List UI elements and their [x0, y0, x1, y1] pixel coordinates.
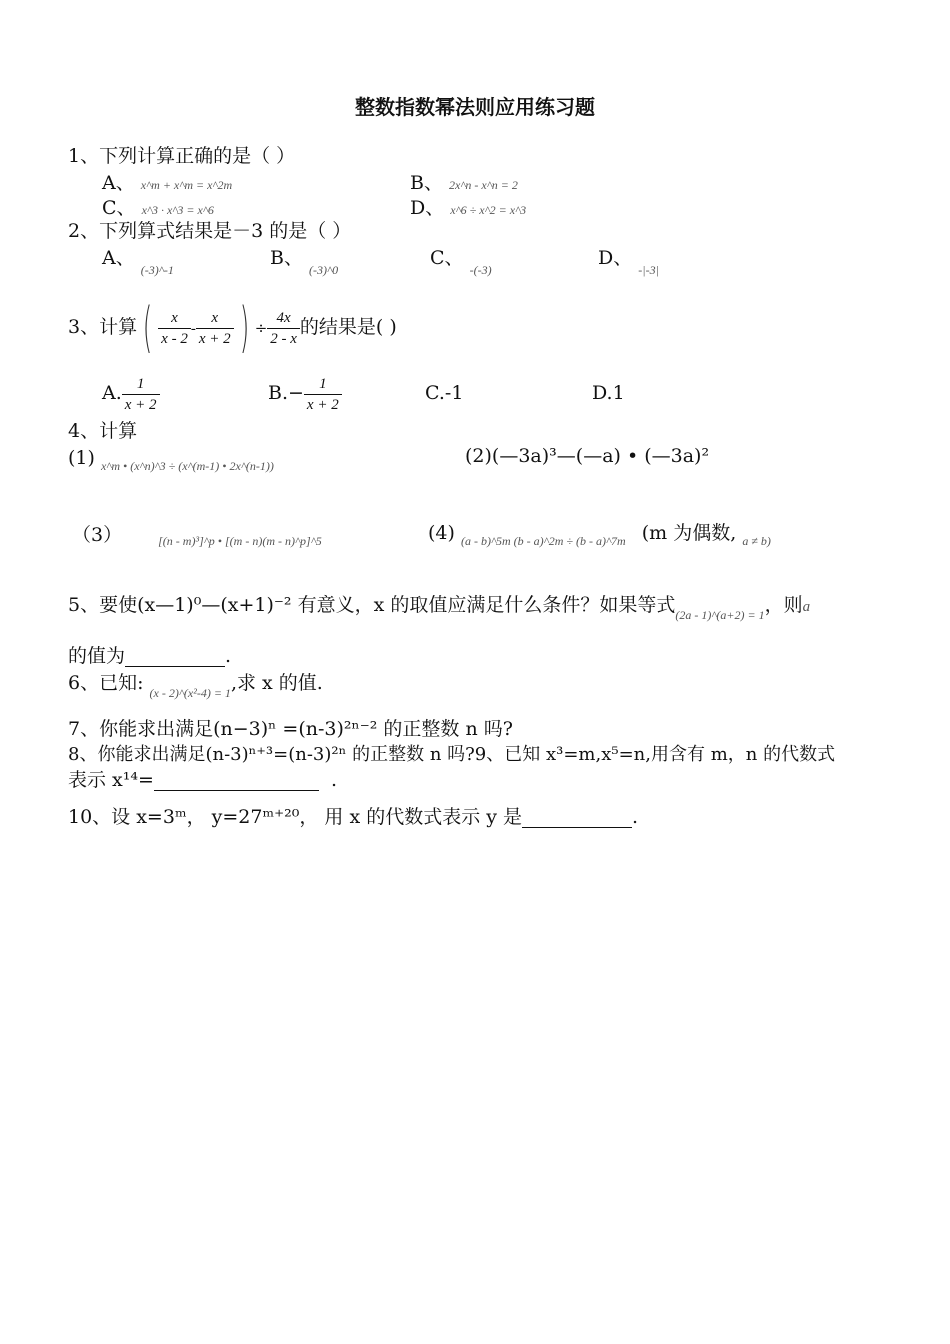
q4-p1-label: (1): [68, 447, 95, 469]
q10-line: [68, 806, 638, 828]
q5-answer-blank[interactable]: [125, 648, 225, 667]
q4-p4-note: (m 为偶数,: [641, 522, 737, 544]
q2-option-d: [598, 247, 659, 277]
q3-option-a: [102, 368, 160, 418]
q1-a-expr: x^m + x^m = x^2m: [140, 178, 233, 192]
q3-suffix: 的结果是( ): [299, 316, 397, 338]
q3-f2-den: x + 2: [198, 330, 231, 347]
q5-then: ，则: [764, 594, 803, 616]
q1-c-label: C、: [102, 197, 136, 219]
q3-a-fraction: [122, 374, 160, 415]
q6-prefix: 6、已知:: [68, 672, 144, 694]
q3-b-fraction: [304, 374, 342, 415]
page-title: 整数指数幂法则应用练习题: [355, 95, 595, 119]
q2-option-c: [430, 247, 492, 277]
q2-a-label: A、: [102, 247, 135, 269]
q4-part-3: [72, 524, 322, 548]
q3-option-c: C.-1: [425, 382, 464, 404]
q2-stem: 2、下列算式结果是－3 的是（ ）: [68, 220, 352, 242]
q5-equation: (2a - 1)^(a+2) = 1: [675, 608, 765, 622]
q8-prompt: 表示 x¹⁴=: [68, 769, 154, 791]
q4-p2-label: (2): [465, 445, 492, 467]
q3-f2-num: x: [196, 308, 234, 329]
q2-c-expr: -(-3): [469, 263, 492, 277]
q1-b-expr: 2x^n - x^n = 2: [449, 178, 518, 192]
q6-suffix: ,求 x 的值.: [230, 672, 323, 694]
q4-p1-expr: x^m • (x^n)^3 ÷ (x^(m-1) • 2x^(n-1)): [100, 459, 274, 473]
q2-a-expr: (-3)^-1: [140, 263, 174, 277]
q1-c-expr: x^3 · x^3 = x^6: [141, 203, 214, 217]
q10-end: .: [632, 806, 639, 828]
q3-prefix: 3、计算: [68, 316, 138, 338]
q3-f3-den: 2 - x: [270, 330, 297, 347]
q4-p4-expr: (a - b)^5m (b - a)^2m ÷ (b - a)^7m: [460, 534, 626, 548]
q1-option-a: [102, 172, 232, 196]
q8-line-2: [68, 769, 337, 791]
q3-a-label: A.: [102, 382, 122, 404]
q4-p4-cond: a ≠ b): [742, 534, 771, 548]
q8-answer-blank[interactable]: [154, 772, 319, 791]
q1-option-d: [410, 197, 526, 221]
q3-divide: ÷: [254, 319, 268, 337]
q5-end: .: [225, 645, 232, 667]
q5-var: a: [802, 599, 811, 615]
left-paren-glyph: (: [142, 296, 153, 359]
q2-d-expr: -|-3|: [638, 263, 659, 277]
q1-b-label: B、: [410, 172, 443, 194]
q3-a-den: x + 2: [124, 396, 157, 413]
q1-option-b: [410, 172, 518, 196]
q2-b-label: B、: [270, 247, 303, 269]
q5-prompt: 的值为: [68, 645, 126, 667]
q8-end: .: [330, 769, 338, 791]
q3-line: [68, 296, 397, 359]
q4-stem: 4、计算: [68, 420, 138, 442]
q5-line-1: [68, 594, 811, 622]
q1-option-c: [102, 197, 214, 221]
q3-a-num: 1: [122, 374, 160, 395]
q1-d-expr: x^6 ÷ x^2 = x^3: [450, 203, 527, 217]
q7-line: 7、你能求出满足(n−3)ⁿ =(n-3)²ⁿ⁻² 的正整数 n 吗?: [68, 718, 513, 740]
q10-answer-blank[interactable]: [522, 809, 632, 828]
q3-b-den: x + 2: [306, 396, 339, 413]
q10-text: 10、设 x=3ᵐ， y=27ᵐ⁺²⁰， 用 x 的代数式表示 y 是: [68, 806, 523, 828]
q2-c-label: C、: [430, 247, 464, 269]
q4-part-2: [465, 445, 709, 467]
q5-line-2: [68, 645, 231, 667]
right-paren-glyph: ): [239, 296, 249, 359]
q4-p4-label: (4): [428, 522, 455, 544]
q3-fraction-2: [196, 308, 234, 349]
q8-line-1: 8、你能求出满足(n-3)ⁿ⁺³=(n-3)²ⁿ 的正整数 n 吗?9、已知 x³=m,x⁵=n,用含有 m，n 的代数式: [68, 744, 836, 765]
q6-equation: (x - 2)^(x²-4) = 1: [149, 686, 231, 700]
q6-line: [68, 672, 323, 700]
q2-d-label: D、: [598, 247, 633, 269]
q5-text: 5、要使(x—1)⁰—(x+1)⁻² 有意义，x 的取值应满足什么条件？如果等式: [68, 594, 676, 616]
q3-option-d: D.1: [592, 382, 625, 404]
q2-option-b: [270, 247, 339, 277]
q2-b-expr: (-3)^0: [309, 263, 339, 277]
q3-fraction-3: [267, 308, 300, 349]
q4-p2-expr: (—3a)³—(—a) • (—3a)²: [491, 445, 710, 467]
q1-d-label: D、: [410, 197, 445, 219]
q2-option-a: [102, 247, 174, 277]
q3-b-num: 1: [304, 374, 342, 395]
q4-part-4: [428, 522, 771, 546]
q4-p3-label: （3）: [72, 524, 123, 546]
q3-f1-num: x: [158, 308, 191, 329]
q3-f3-num: 4x: [267, 308, 300, 329]
q3-option-b: [268, 368, 342, 418]
q3-b-label: B.−: [268, 382, 304, 404]
q4-part-1: [68, 447, 274, 471]
q3-fraction-1: [158, 308, 191, 349]
q1-stem: 1、下列计算正确的是（ ）: [68, 145, 296, 167]
q3-f1-den: x - 2: [161, 330, 188, 347]
q4-p3-expr: [(n - m)³]^p • [(m - n)(m - n)^p]^5: [158, 534, 322, 548]
q1-a-label: A、: [102, 172, 135, 194]
q3-minus: -: [190, 321, 196, 337]
